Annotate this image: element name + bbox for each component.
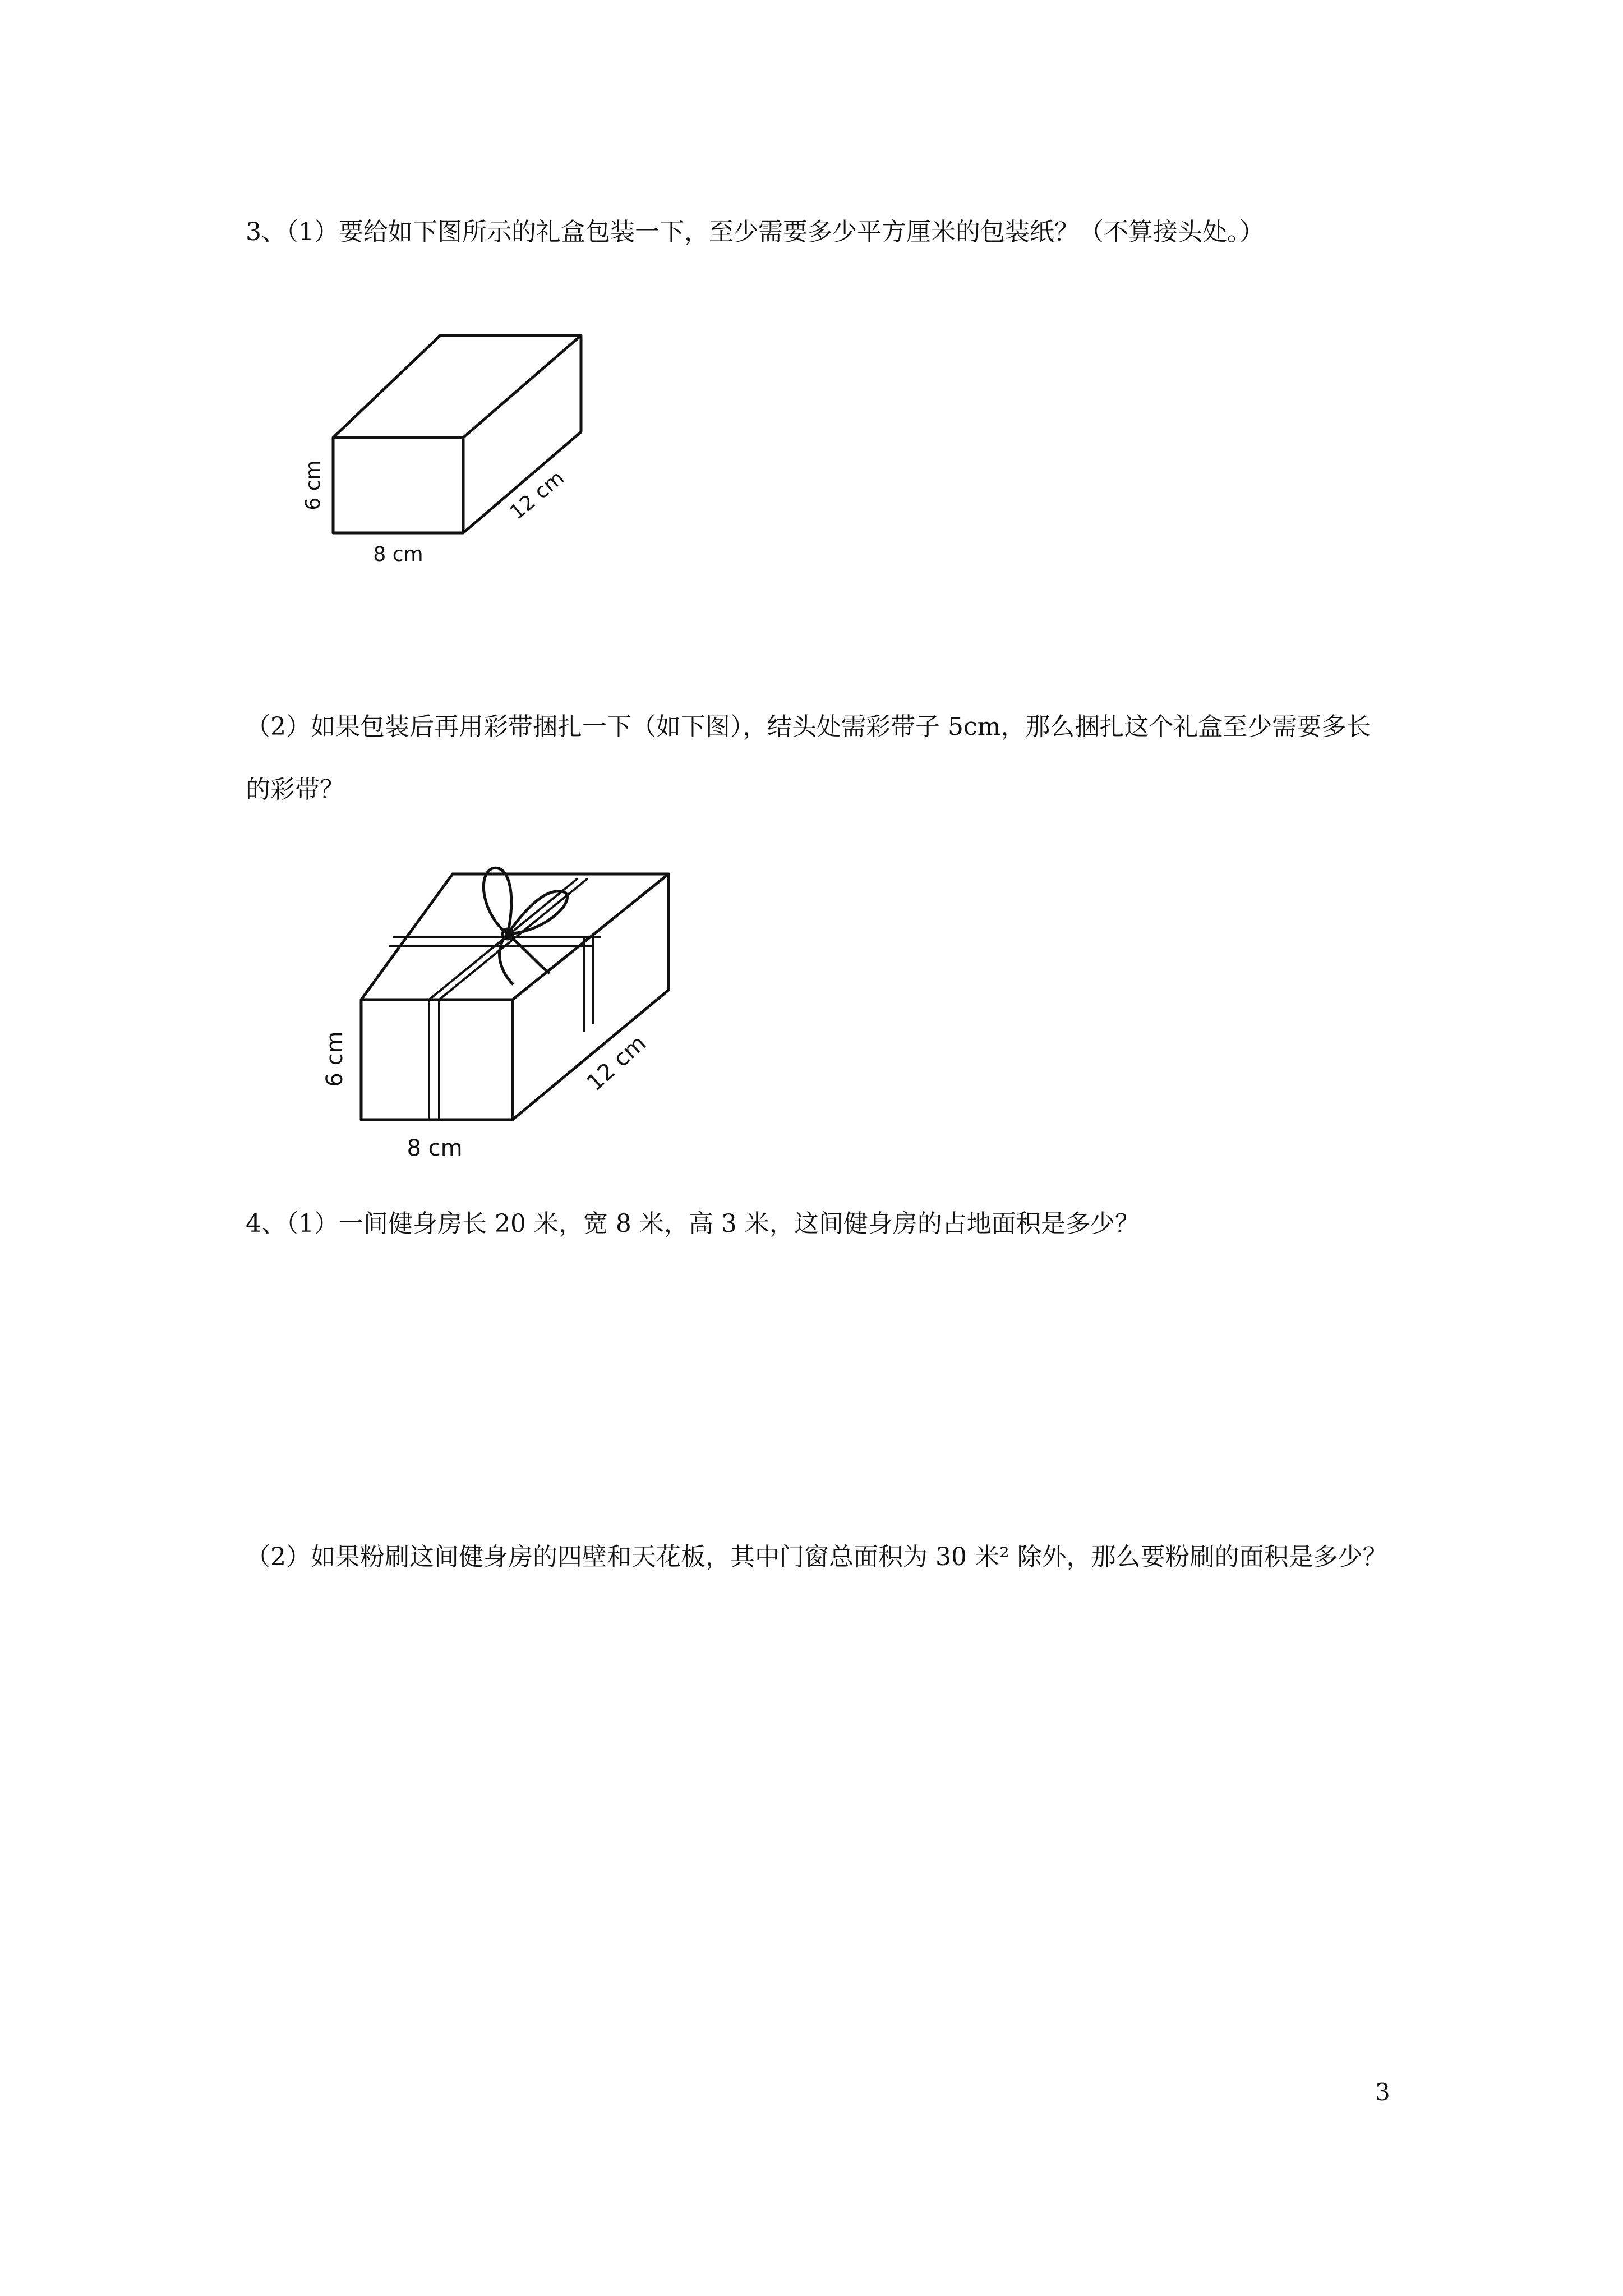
box-front-face xyxy=(333,438,463,533)
height-label: 6 cm xyxy=(322,1031,348,1087)
question-4-part-2: （2）如果粉刷这间健身房的四壁和天花板，其中门窗总面积为 30 米² 除外，那么要粉刷的面积是多少？ xyxy=(246,1543,1387,1571)
width-label: 8 cm xyxy=(373,543,423,566)
question-3-part-2: （2）如果包装后再用彩带捆扎一下（如下图），结头处需彩带子 5cm，那么捆扎这个礼盒至少需要多长的彩带？ xyxy=(246,712,1371,804)
height-label: 6 cm xyxy=(302,460,325,510)
box-front-face xyxy=(361,1000,513,1120)
ribbon-box-figure xyxy=(314,853,695,1167)
question-4-part-1: 4、（1）一间健身房长 20 米，宽 8 米，高 3 米，这间健身房的占地面积是多少？ xyxy=(246,1209,1140,1238)
question-3-part-1: 3、（1）要给如下图所示的礼盒包装一下，至少需要多少平方厘米的包装纸？（不算接头处。） xyxy=(246,218,1264,246)
length-label: 12 cm xyxy=(582,1030,651,1097)
page-number: 3 xyxy=(1375,2078,1390,2106)
width-label: 8 cm xyxy=(407,1135,463,1161)
length-label: 12 cm xyxy=(505,466,569,524)
box-top-face xyxy=(333,335,581,438)
gift-box-figure xyxy=(292,320,606,578)
